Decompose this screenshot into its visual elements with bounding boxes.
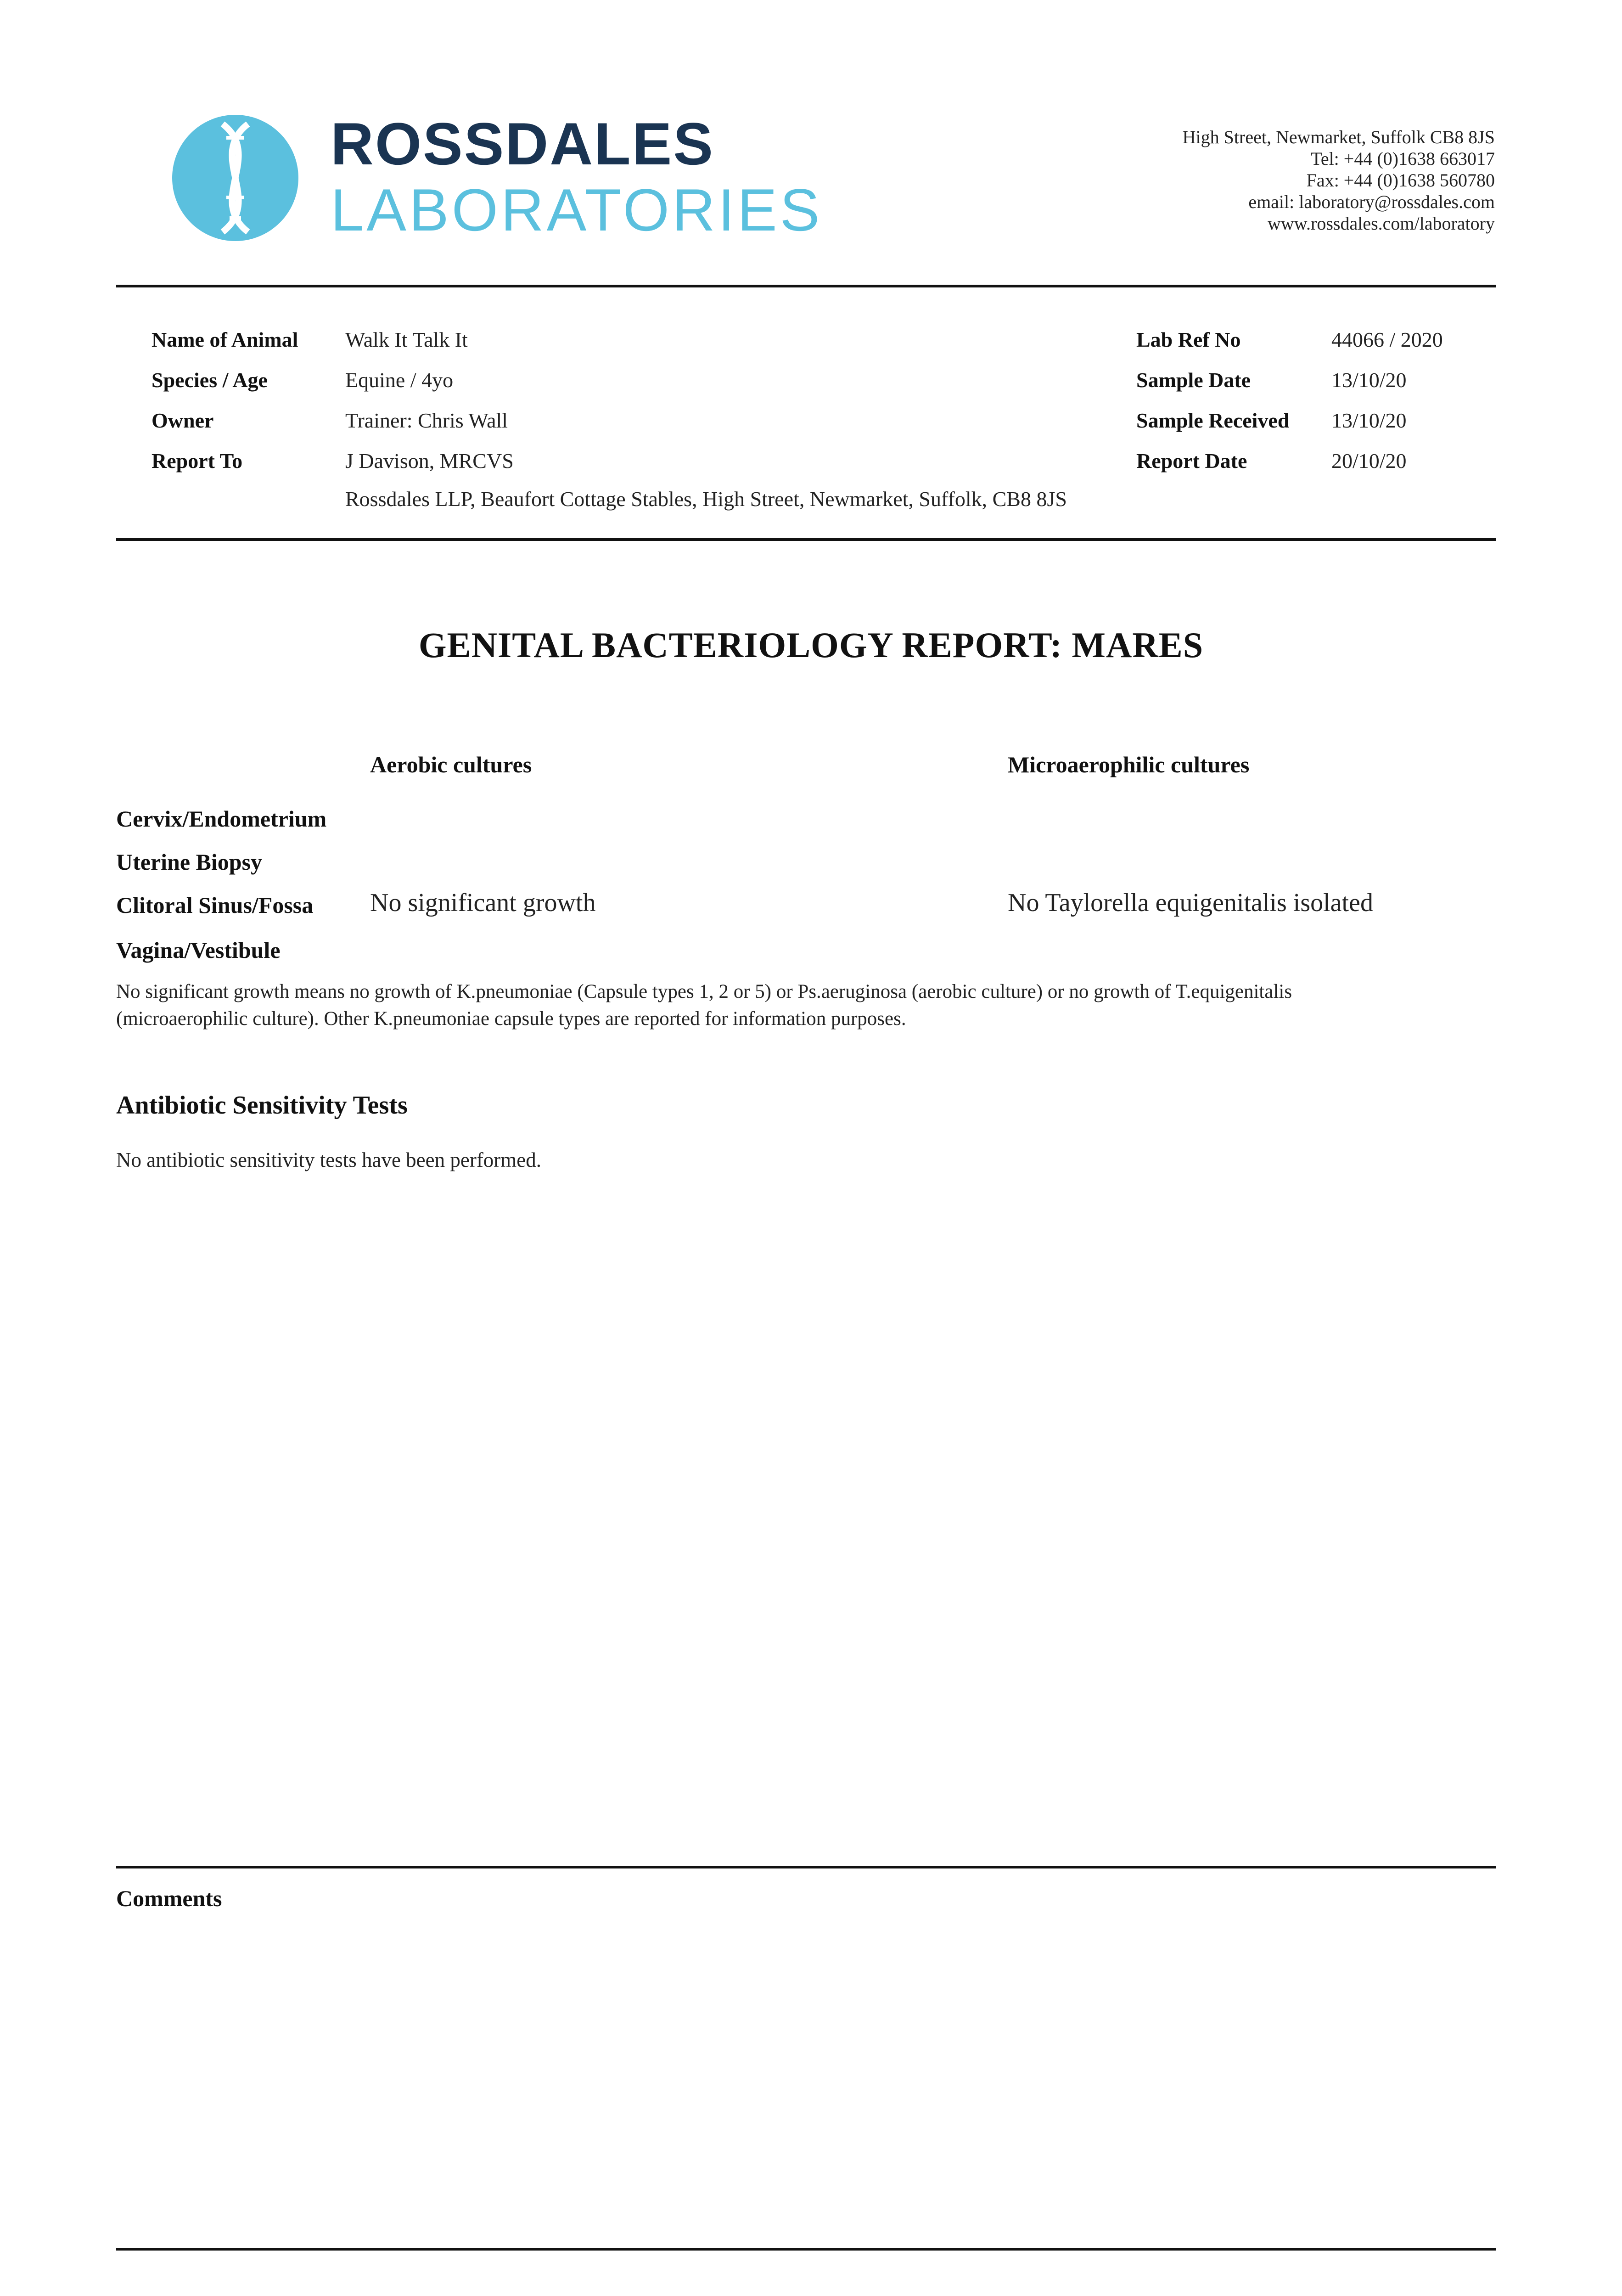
site-vagina: Vagina/Vestibule xyxy=(116,937,281,963)
species-value: Equine / 4yo xyxy=(345,368,454,392)
site-clitoral-sinus: Clitoral Sinus/Fossa xyxy=(116,892,314,918)
animal-label: Name of Animal xyxy=(152,328,298,351)
lab-ref-label: Lab Ref No xyxy=(1136,328,1241,351)
growth-note-line2: (microaerophilic culture). Other K.pneumoniae capsule types are reported for information purposes. xyxy=(116,1008,906,1030)
sample-date-value: 13/10/20 xyxy=(1331,368,1407,392)
logo-dna-icon xyxy=(172,115,298,241)
contact-email[interactable]: email: laboratory@rossdales.com xyxy=(1248,191,1495,212)
animal-value: Walk It Talk It xyxy=(345,328,468,351)
contact-fax: Fax: +44 (0)1638 560780 xyxy=(1306,170,1495,191)
contact-block xyxy=(944,126,1495,234)
report-date-label: Report Date xyxy=(1136,449,1247,473)
aerobic-header: Aerobic cultures xyxy=(370,752,532,777)
footer-divider xyxy=(116,2248,1496,2251)
report-to-value: J Davison, MRCVS xyxy=(345,449,514,473)
owner-value: Trainer: Chris Wall xyxy=(345,409,508,432)
sample-date-label: Sample Date xyxy=(1136,368,1251,392)
report-to-label: Report To xyxy=(152,449,243,473)
comments-divider xyxy=(116,1866,1496,1868)
growth-note xyxy=(116,978,1496,1032)
report-title: GENITAL BACTERIOLOGY REPORT: MARES xyxy=(418,625,1204,665)
report-to-address: Rossdales LLP, Beaufort Cottage Stables, High Street, Newmarket, Suffolk, CB8 8JS xyxy=(345,487,1067,511)
dna-helix-icon xyxy=(172,115,298,241)
antibiotic-heading: Antibiotic Sensitivity Tests xyxy=(116,1091,408,1120)
species-label: Species / Age xyxy=(152,368,268,392)
site-uterine-biopsy: Uterine Biopsy xyxy=(116,849,263,875)
contact-address: High Street, Newmarket, Suffolk CB8 8JS xyxy=(1182,127,1495,147)
header-divider xyxy=(116,285,1496,287)
microaerophilic-header: Microaerophilic cultures xyxy=(1008,752,1250,777)
sample-received-label: Sample Received xyxy=(1136,409,1290,432)
contact-tel: Tel: +44 (0)1638 663017 xyxy=(1311,148,1495,169)
report-date-value: 20/10/20 xyxy=(1331,449,1407,473)
antibiotic-text: No antibiotic sensitivity tests have been performed. xyxy=(116,1148,542,1171)
details-divider xyxy=(116,538,1496,541)
owner-label: Owner xyxy=(152,409,214,432)
aerobic-result: No significant growth xyxy=(370,889,596,917)
microaerophilic-result: No Taylorella equigenitalis isolated xyxy=(1008,889,1373,917)
growth-note-line1: No significant growth means no growth of K.pneumoniae (Capsule types 1, 2 or 5) or Ps.aeruginosa (aerobic culture) or no growth of T.equigenitalis xyxy=(116,981,1292,1002)
brand-name-line2: LABORATORIES xyxy=(331,176,823,243)
brand-name-line1: ROSSDALES xyxy=(331,110,715,177)
site-cervix: Cervix/Endometrium xyxy=(116,806,327,832)
sample-received-value: 13/10/20 xyxy=(1331,409,1407,432)
lab-ref-value: 44066 / 2020 xyxy=(1331,328,1443,351)
contact-website[interactable]: www.rossdales.com/laboratory xyxy=(1267,213,1495,234)
comments-heading: Comments xyxy=(116,1885,222,1911)
